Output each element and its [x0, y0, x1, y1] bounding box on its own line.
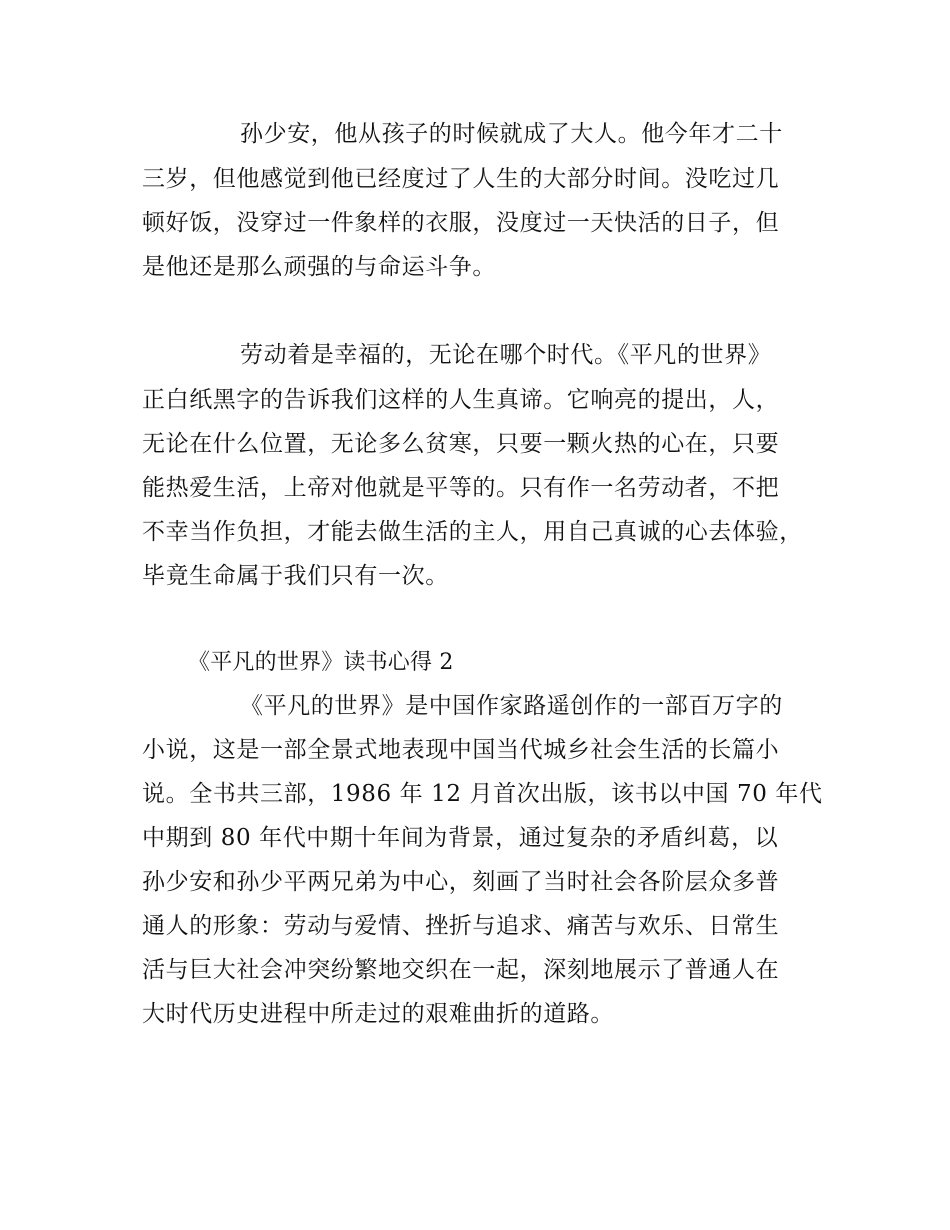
paragraph-3-line-8: 大时代历史进程中所走过的艰难曲折的道路。 [142, 1001, 614, 1027]
paragraph-1-line-1: 孙少安，他从孩子的时候就成了大人。他今年才二十 [240, 121, 783, 147]
paragraph-3-line-1: 《平凡的世界》是中国作家路遥创作的一部百万字的 [240, 693, 783, 719]
paragraph-3-line-2: 小说，这是一部全景式地表现中国当代城乡社会生活的长篇小 [142, 737, 780, 763]
paragraph-2-line-5: 不幸当作负担，才能去做生活的主人，用自己真诚的心去体验， [142, 519, 803, 545]
paragraph-2-line-4: 能热爱生活，上帝对他就是平等的。只有作一名劳动者，不把 [142, 475, 780, 501]
section-heading: 《平凡的世界》读书心得 2 [188, 650, 454, 675]
paragraph-1-line-4: 是他还是那么顽强的与命运斗争。 [142, 254, 496, 280]
paragraph-3-line-4: 中期到 80 年代中期十年间为背景，通过复杂的矛盾纠葛，以 [142, 825, 779, 851]
paragraph-1-line-3: 顿好饭，没穿过一件象样的衣服，没度过一天快活的日子，但 [142, 210, 780, 236]
paragraph-2-line-2: 正白纸黑字的告诉我们这样的人生真谛。它响亮的提出，人， [142, 387, 780, 413]
paragraph-3-line-7: 活与巨大社会冲突纷繁地交织在一起，深刻地展示了普通人在 [142, 957, 780, 983]
paragraph-3-line-3: 说。全书共三部，1986 年 12 月首次出版，该书以中国 70 年代 [142, 781, 823, 807]
paragraph-2-line-1: 劳动着是幸福的，无论在哪个时代。《平凡的世界》 [240, 342, 772, 368]
paragraph-1-line-2: 三岁，但他感觉到他已经度过了人生的大部分时间。没吃过几 [142, 166, 780, 192]
paragraph-3-line-5: 孙少安和孙少平两兄弟为中心，刻画了当时社会各阶层众多普 [142, 869, 780, 895]
paragraph-3-line-6: 通人的形象：劳动与爱情、挫折与追求、痛苦与欢乐、日常生 [142, 913, 780, 939]
paragraph-2-line-3: 无论在什么位置，无论多么贫寒，只要一颗火热的心在，只要 [142, 431, 780, 457]
paragraph-2-line-6: 毕竟生命属于我们只有一次。 [142, 563, 449, 589]
